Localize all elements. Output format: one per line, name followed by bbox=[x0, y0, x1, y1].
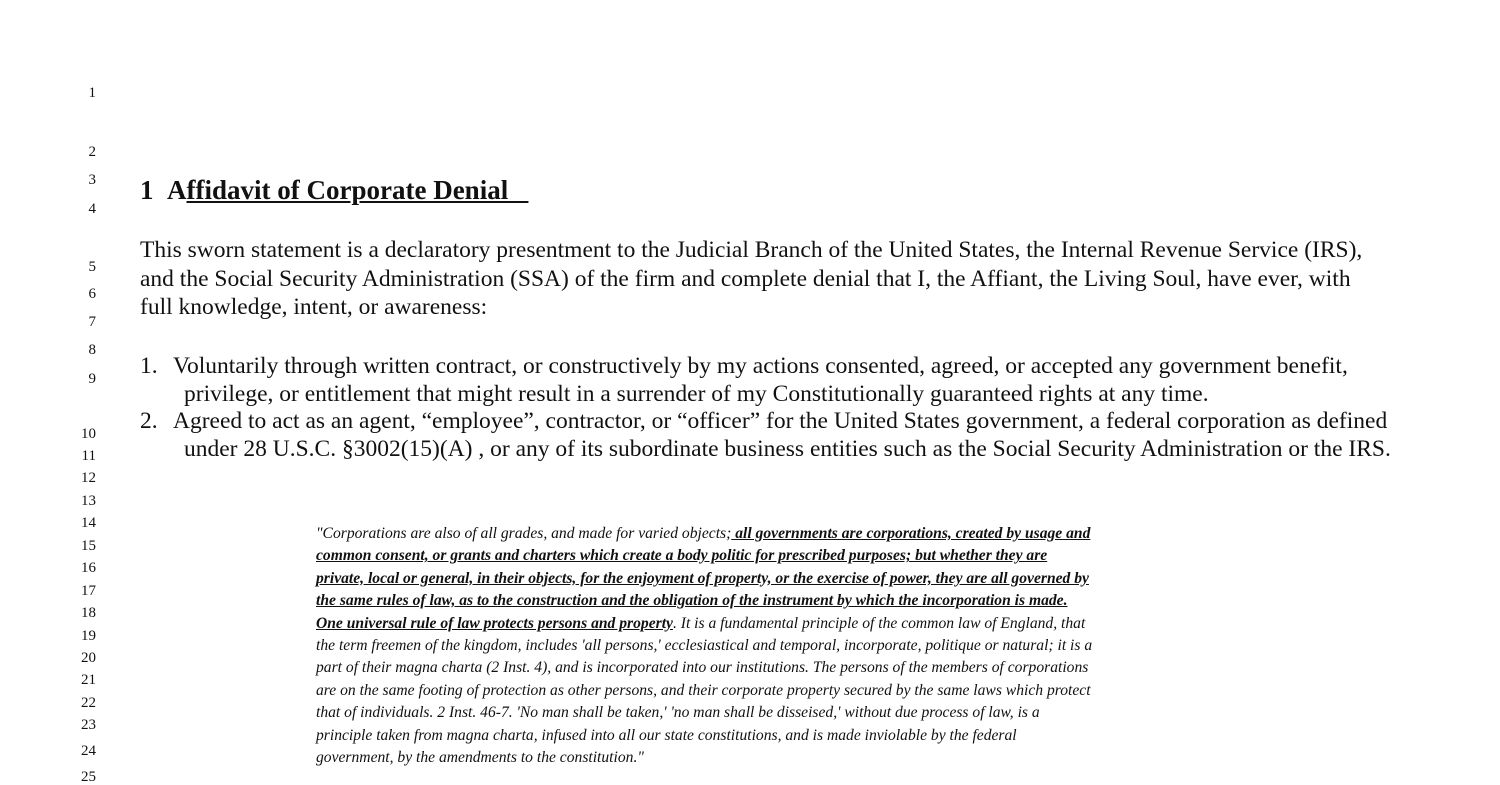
quote-start: "Corporations are also of all grades, and made for varied objects; bbox=[316, 525, 732, 542]
line-number: 12 bbox=[81, 470, 96, 486]
line-number: 24 bbox=[81, 743, 96, 759]
line-number: 21 bbox=[81, 672, 96, 688]
line-number: 18 bbox=[81, 605, 96, 621]
list-item-text: Agreed to act as an agent, “employee”, contractor, or “officer” for the United States government, a federal corporation as defined under 28 U.S.C. §3002(15)(A) , or any of its subordinate business entities such as the Social Security Administration or the IRS. bbox=[173, 408, 1391, 462]
heading-title: ffidavit of Corporate Denial bbox=[186, 175, 529, 205]
line-number: 2 bbox=[88, 144, 96, 160]
line-number: 16 bbox=[81, 560, 96, 576]
list-item-number: 2. bbox=[140, 408, 158, 434]
heading-lead-letter: A bbox=[167, 175, 187, 205]
line-number: 13 bbox=[81, 493, 96, 509]
line-number: 5 bbox=[88, 259, 96, 275]
line-number: 6 bbox=[88, 286, 96, 302]
intro-paragraph: This sworn statement is a declaratory presentment to the Judicial Branch of the United States, the Internal Revenue Service (IRS), and the Social Security Administration (SSA) of the firm and complete denial that I, the Affiant, the Living Soul, have ever, with full knowledge, intent, or awareness: bbox=[140, 237, 1363, 320]
list-item bbox=[140, 353, 1394, 408]
quote-emphasis: all governments are corporations, created by usage and common consent, or grants and charters which create a body politic for prescribed purposes; but whether they are private, local or general, in their objects, for the enjoyment of property, or the exercise of power, they are all governed by the same rules of law, as to the construction and the obligation of the instrument by which the incorporation is made. One universal rule of law protects persons and property bbox=[316, 525, 1091, 632]
list-item-number: 1. bbox=[140, 353, 158, 379]
line-number: 8 bbox=[88, 342, 96, 358]
line-number: 9 bbox=[88, 371, 96, 387]
line-number: 23 bbox=[81, 717, 96, 733]
line-number: 10 bbox=[81, 426, 96, 442]
document-heading bbox=[140, 173, 528, 207]
heading-number: 1 bbox=[140, 175, 154, 205]
line-number: 15 bbox=[81, 538, 96, 554]
quote-rest: . It is a fundamental principle of the common law of England, that the term freemen of the kingdom, includes 'all persons,' ecclesiastical and temporal, incorporate, politique or natural; it is a part of their magna charta (2 Inst. 4), and is incorporated into our institutions. The persons of the members of corporations are on the same footing of protection as other persons, and their corporate property secured by the same laws which protect that of individuals. 2 Inst. 46-7. 'No man shall be taken,' 'no man shall be disseised,' without due process of law, is a principle taken from magna charta, infused into all our state constitutions, and is made inviolable by the federal government, by the amendments to the constitution." bbox=[316, 614, 1093, 767]
line-number: 3 bbox=[88, 172, 96, 188]
line-number: 1 bbox=[88, 85, 96, 101]
line-number: 19 bbox=[81, 628, 96, 644]
line-number: 22 bbox=[81, 695, 96, 711]
line-number: 14 bbox=[81, 515, 96, 531]
line-number: 4 bbox=[88, 201, 96, 217]
list-item bbox=[140, 408, 1394, 463]
line-number: 11 bbox=[81, 448, 96, 464]
list-item-text: Voluntarily through written contract, or constructively by my actions consented, agreed, or accepted any government benefit, privilege, or entitlement that might result in a surrender of my Constitutionally guaranteed rights at any time. bbox=[173, 353, 1348, 407]
line-number: 17 bbox=[81, 583, 96, 599]
line-number: 20 bbox=[81, 650, 96, 666]
block-quote bbox=[316, 523, 1094, 769]
line-number: 25 bbox=[81, 769, 96, 785]
line-number: 7 bbox=[88, 314, 96, 330]
